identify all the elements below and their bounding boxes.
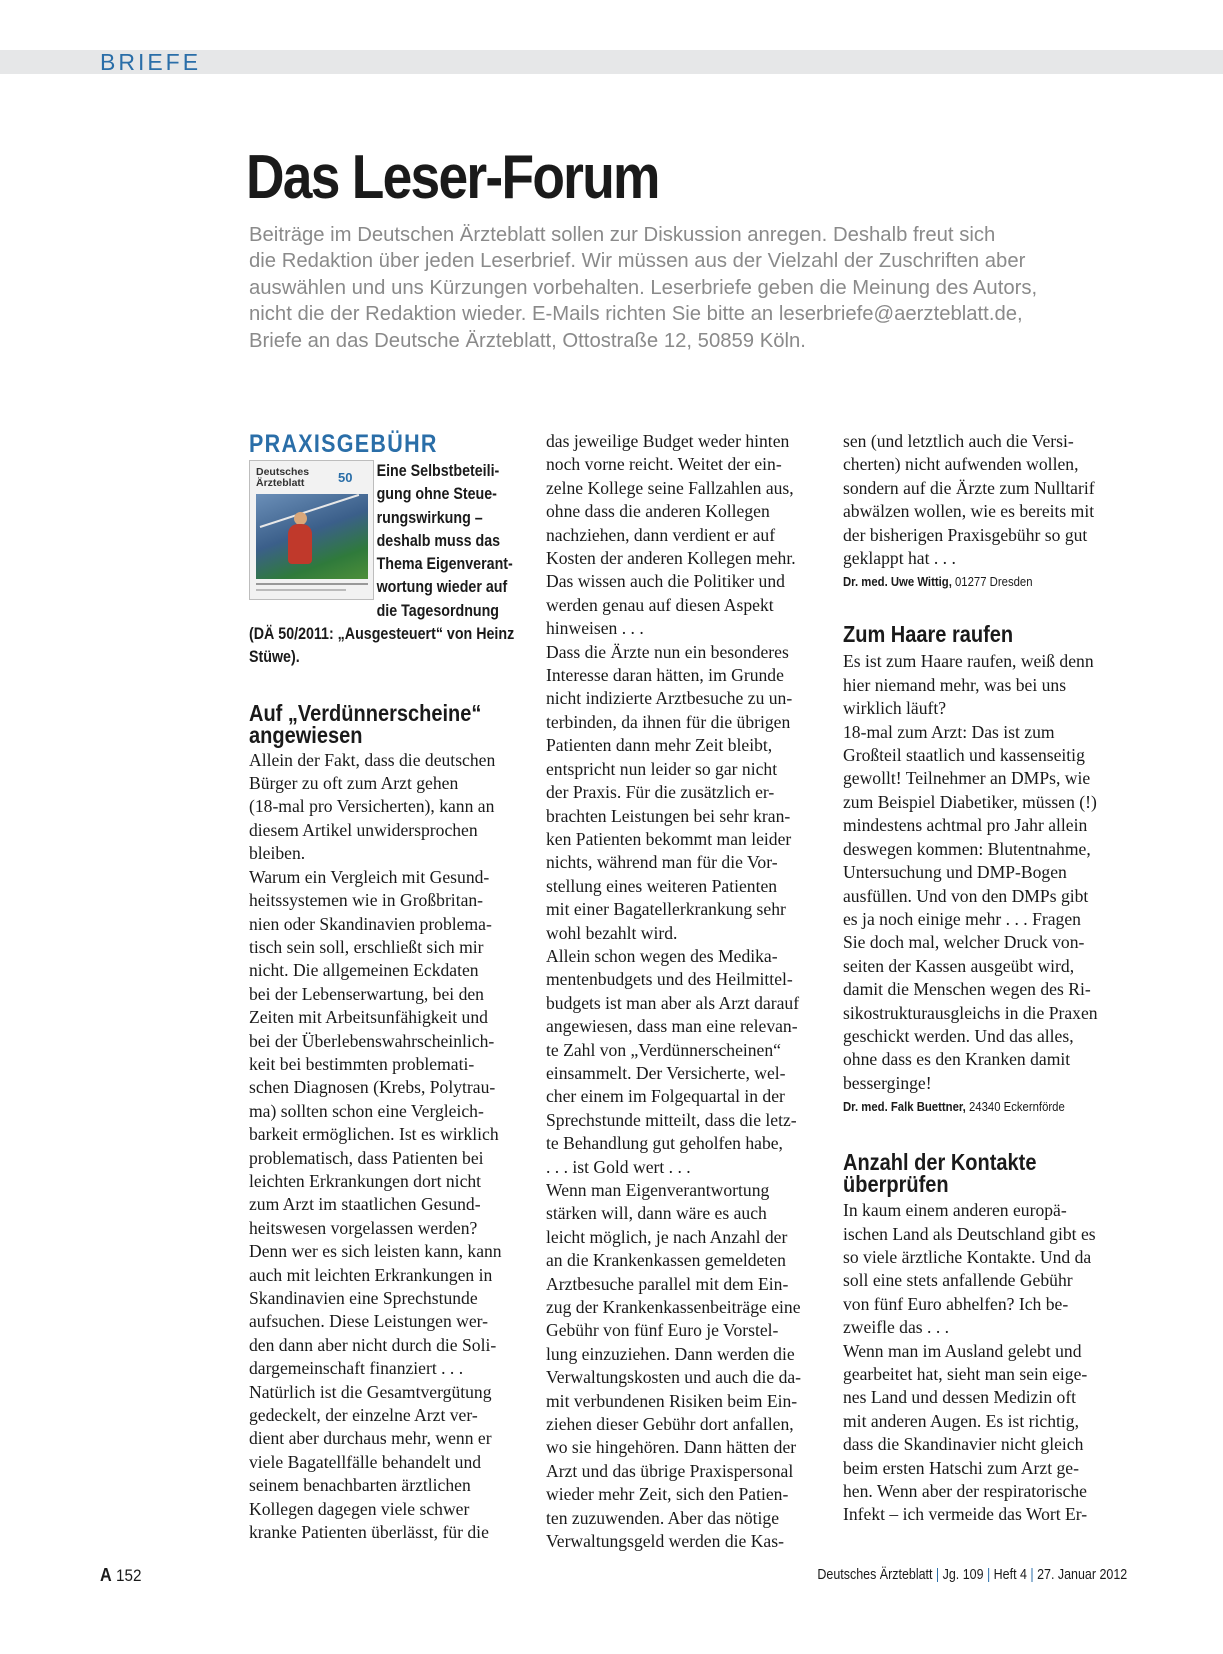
- text-line: abwälzen wollen, wie es bereits mit: [843, 501, 1095, 522]
- text-line: bleiben.: [249, 843, 306, 864]
- text-line: geklappt hat . . .: [843, 548, 956, 569]
- text-line: Wenn man Eigenverantwortung: [546, 1180, 770, 1200]
- text-line: seiten der Kassen ausgeübt wird,: [843, 955, 1075, 976]
- text-line: Stüwe).: [249, 648, 300, 667]
- text-line: (18-mal pro Versicherten), kann an: [249, 796, 495, 817]
- text-line: bei der Überlebenswahrscheinlich-: [249, 1030, 495, 1051]
- text-line: nicht. Die allgemeinen Eckdaten: [249, 960, 479, 981]
- text-line: ten zuzuwenden. Aber das nötige: [546, 1507, 780, 1528]
- page-number: A 152: [100, 1565, 142, 1585]
- text-line: seinem benachbarten ärztlichen: [249, 1475, 471, 1496]
- text-line: zweifle das . . .: [843, 1317, 950, 1338]
- text-line: Sprechstunde mitteilt, dass die letz-: [546, 1109, 797, 1130]
- text-line: wirklich läuft?: [843, 698, 947, 719]
- text-line: beim ersten Hatschi zum Arzt ge-: [843, 1457, 1079, 1478]
- text-line: Denn wer es sich leisten kann, kann: [249, 1241, 502, 1262]
- text-line: deshalb muss das: [376, 531, 501, 550]
- text-line: ma) sollten schon eine Vergleich-: [249, 1100, 484, 1121]
- text-line: problematisch, dass Patienten bei: [249, 1147, 484, 1168]
- text-line: zum Beispiel Diabetiker, müssen (!): [843, 791, 1097, 812]
- text-line: Verwaltungskosten und auch die da-: [546, 1367, 802, 1388]
- text-line: Allein schon wegen des Medika-: [546, 945, 778, 966]
- letter-heading-kontakte: [843, 1149, 1087, 1198]
- text-line: es ja noch einige mehr . . . Fragen: [843, 908, 1081, 929]
- text-line: Infekt – ich vermeide das Wort Er-: [843, 1504, 1088, 1525]
- text-line: die Tagesordnung: [376, 601, 500, 620]
- text-line: Natürlich ist die Gesamtvergütung: [249, 1381, 492, 1402]
- text-line: hen. Wenn aber der respiratorische: [843, 1481, 1087, 1502]
- intro-text: [249, 222, 1129, 354]
- text-line: nichts, während man für die Vor-: [546, 852, 778, 873]
- text-line: Patienten dann mehr Zeit bleibt,: [546, 735, 773, 756]
- text-line: 18-mal zum Arzt: Das ist zum: [843, 721, 1055, 742]
- text-line: rungswirkung –: [376, 508, 483, 527]
- text-line: nicht indizierte Arztbesuche zu un-: [546, 688, 793, 709]
- text-line: leichten Erkrankungen dort nicht: [249, 1170, 482, 1191]
- text-line: In kaum einem anderen europä-: [843, 1200, 1067, 1221]
- text-line: schen Diagnosen (Krebs, Polytrau-: [249, 1077, 496, 1098]
- text-line: dient aber durchaus mehr, wenn er: [249, 1428, 492, 1449]
- text-line: wohl bezahlt wird.: [546, 922, 678, 943]
- text-line: auch mit leichten Erkrankungen in: [249, 1264, 493, 1285]
- text-line: damit die Menschen wegen des Ri-: [843, 979, 1091, 1000]
- letter-author-wittig: Dr. med. Uwe Wittig, 01277 Dresden: [843, 575, 1033, 590]
- text-line: ken Patienten bekommt man leider: [546, 828, 792, 849]
- text-line: sen (und letztlich auch die Versi-: [843, 431, 1074, 451]
- text-line: te Zahl von „Verdünnerscheinen“: [546, 1039, 781, 1060]
- section-label: BRIEFE: [100, 49, 202, 75]
- text-line: Skandinavien eine Sprechstunde: [249, 1288, 478, 1309]
- text-line: (DÄ 50/2011: „Ausgesteuert“ von Heinz: [249, 625, 515, 644]
- text-line: ischen Land als Deutschland gibt es: [843, 1223, 1096, 1244]
- text-line: viele Bagatellfälle behandelt und: [249, 1451, 482, 1472]
- letter-body-verduennerscheine-part2: [546, 430, 826, 1554]
- text-line: der Praxis. Für die zusätzlich er-: [546, 782, 775, 803]
- text-line: zum Arzt im staatlichen Gesund-: [249, 1194, 481, 1215]
- text-line: zug der Krankenkassenbeiträge eine: [546, 1297, 801, 1318]
- text-line: entspricht nun leider so gar nicht: [546, 758, 778, 779]
- text-line: mit einer Bagatellerkrankung sehr: [546, 899, 786, 920]
- text-line: gewollt! Teilnehmer an DMPs, wie: [843, 768, 1091, 789]
- text-line: deswegen kommen: Blutentnahme,: [843, 838, 1091, 859]
- text-line: Arzt und das übrige Praxispersonal: [546, 1460, 794, 1481]
- text-line: Briefe an das Deutsche Ärzteblatt, Ottostraße 12, 50859 Köln.: [249, 329, 806, 352]
- text-line: budgets ist man aber als Arzt darauf: [546, 992, 800, 1013]
- text-line: brachten Leistungen bei sehr kran-: [546, 805, 791, 826]
- text-line: gearbeitet hat, sieht man sein eige-: [843, 1364, 1088, 1384]
- column-2: [546, 430, 826, 1554]
- text-line: zelne Kollege seine Fallzahlen aus,: [546, 477, 794, 498]
- text-line: lung einzuziehen. Dann werden die: [546, 1343, 795, 1364]
- text-line: te Behandlung gut geholfen habe,: [546, 1133, 783, 1154]
- letter-heading-haare-raufen: Zum Haare raufen: [843, 621, 1014, 648]
- text-line: stellung eines weiteren Patienten: [546, 875, 778, 896]
- text-line: aufsuchen. Diese Leistungen wer-: [249, 1311, 489, 1332]
- cover-issue-number: 50: [338, 470, 353, 485]
- text-line: terbinden, da ihnen für die übrigen: [546, 711, 791, 732]
- text-line: ziehen dieser Gebühr dort anfallen,: [546, 1414, 794, 1435]
- text-line: ausfüllen. Und von den DMPs gibt: [843, 885, 1089, 906]
- text-line: so viele ärztliche Kontakte. Und da: [843, 1246, 1092, 1267]
- text-line: soll eine stets anfallende Gebühr: [843, 1270, 1073, 1291]
- text-line: Arztbesuche parallel mit dem Ein-: [546, 1273, 789, 1294]
- text-line: . . . ist Gold wert . . .: [546, 1156, 691, 1177]
- letter-body-verduennerscheine-part1: [249, 749, 529, 1545]
- text-line: der bisherigen Praxisgebühr so gut: [843, 524, 1088, 545]
- text-line: cherten) nicht aufwenden wollen,: [843, 454, 1079, 475]
- text-line: kranke Patienten überlässt, für die: [249, 1522, 489, 1543]
- text-line: besserginge!: [843, 1072, 932, 1093]
- text-line: stärken will, dann wäre es auch: [546, 1203, 767, 1224]
- text-line: diesem Artikel unwidersprochen: [249, 819, 478, 840]
- column-1: [249, 430, 529, 1544]
- footer-citation: Deutsches Ärzteblatt | Jg. 109 | Heft 4 | 27. Januar 2012: [817, 1567, 1127, 1583]
- text-line: Das wissen auch die Politiker und: [546, 571, 785, 592]
- text-line: Anzahl der Kontakte: [843, 1149, 1037, 1176]
- text-line: gedeckelt, der einzelne Arzt ver-: [249, 1405, 478, 1426]
- text-line: leicht möglich, je nach Anzahl der: [546, 1226, 788, 1247]
- text-line: wo sie hingehören. Dann hätten der: [546, 1437, 797, 1458]
- text-line: mit verbundenen Risiken beim Ein-: [546, 1390, 798, 1411]
- text-line: wieder mehr Zeit, sich den Patien-: [546, 1484, 789, 1505]
- text-line: Warum ein Vergleich mit Gesund-: [249, 866, 490, 887]
- text-line: hinweisen . . .: [546, 618, 644, 639]
- text-line: tisch sein soll, erschließt sich mir: [249, 936, 484, 957]
- letter-body-verduennerscheine-part3: [843, 430, 1123, 570]
- text-line: auswählen und uns Kürzungen vorbehalten. Leserbriefe geben die Meinung des Autors,: [249, 276, 1038, 299]
- text-line: Bürger zu oft zum Arzt gehen: [249, 773, 459, 794]
- text-line: ohne dass die anderen Kollegen: [546, 501, 770, 522]
- text-line: angewiesen, dass man eine relevan-: [546, 1016, 798, 1037]
- topic-heading: PRAXISGEBÜHR: [249, 430, 438, 458]
- text-line: hier niemand mehr, was bei uns: [843, 674, 1067, 695]
- text-line: mentenbudgets und des Heilmittel-: [546, 969, 793, 990]
- cover-brand: Deutsches Ärzteblatt: [256, 466, 310, 489]
- teaser-block: [249, 460, 529, 670]
- text-line: bei der Lebenserwartung, bei den: [249, 983, 484, 1004]
- text-line: noch vorne reicht. Weitet der ein-: [546, 454, 782, 475]
- text-line: den dann aber nicht durch die Soli-: [249, 1334, 497, 1355]
- letter-heading-verduennerscheine: [249, 699, 493, 748]
- text-line: die Redaktion über jeden Leserbrief. Wir müssen aus der Vielzahl der Zuschriften aber: [249, 250, 1026, 273]
- text-line: barkeit ermöglichen. Ist es wirklich: [249, 1124, 499, 1145]
- text-line: Es ist zum Haare raufen, weiß denn: [843, 651, 1094, 672]
- letter-body-kontakte: [843, 1199, 1123, 1527]
- text-line: nachziehen, dann verdient er auf: [546, 524, 776, 545]
- text-line: Verwaltungsgeld werden die Kas-: [546, 1531, 784, 1552]
- text-line: Sie doch mal, welcher Druck von-: [843, 932, 1085, 953]
- text-line: einsammelt. Der Versicherte, wel-: [546, 1062, 786, 1083]
- text-line: Kosten der anderen Kollegen mehr.: [546, 548, 796, 569]
- text-line: das jeweilige Budget weder hinten: [546, 431, 790, 451]
- text-line: von fünf Euro abhelfen? Ich be-: [843, 1293, 1069, 1314]
- text-line: angewiesen: [249, 721, 363, 748]
- text-line: dass die Skandinavier nicht gleich: [843, 1434, 1084, 1455]
- page-title: Das Leser-Forum: [246, 143, 659, 212]
- text-line: mit anderen Augen. Es ist richtig,: [843, 1410, 1080, 1431]
- teaser-text: [249, 460, 515, 670]
- text-line: Wenn man im Ausland gelebt und: [843, 1340, 1082, 1361]
- text-line: ohne dass es den Kranken damit: [843, 1049, 1071, 1070]
- text-line: nes Land und dessen Medizin oft: [843, 1387, 1077, 1408]
- text-line: werden genau auf diesen Aspekt: [546, 594, 774, 615]
- text-line: Thema Eigenverant-: [376, 555, 513, 574]
- text-line: sikostrukturausgleichs in die Praxen: [843, 1002, 1098, 1023]
- text-line: gung ohne Steue-: [376, 485, 497, 504]
- letter-body-haare-raufen: [843, 650, 1123, 1095]
- column-3: [843, 430, 1123, 1527]
- text-line: nien oder Skandinavien problema-: [249, 913, 492, 934]
- text-line: heitssystemen wie in Großbritan-: [249, 890, 484, 911]
- text-line: Gebühr von fünf Euro je Vorstel-: [546, 1320, 779, 1341]
- text-line: Eine Selbstbeteili-: [376, 462, 500, 480]
- text-line: wortung wieder auf: [376, 578, 508, 597]
- text-line: überprüfen: [843, 1171, 949, 1198]
- text-line: an die Krankenkassen gemeldeten: [546, 1250, 786, 1271]
- text-line: Großteil staatlich und kassenseitig: [843, 745, 1085, 766]
- text-line: nicht die der Redaktion wieder. E-Mails richten Sie bitte an leserbriefe@aerzteblatt.de,: [249, 303, 1023, 326]
- text-line: Dass die Ärzte nun ein besonderes: [546, 641, 789, 662]
- text-line: keit bei bestimmten problemati-: [249, 1053, 475, 1074]
- text-line: mindestens achtmal pro Jahr allein: [843, 815, 1088, 836]
- text-line: Allein der Fakt, dass die deutschen: [249, 749, 496, 770]
- text-line: Beiträge im Deutschen Ärzteblatt sollen zur Diskussion anregen. Deshalb freut sich: [249, 224, 996, 246]
- letter-author-buettner: Dr. med. Falk Buettner, 24340 Eckernförde: [843, 1100, 1065, 1115]
- text-line: heitswesen vorgelassen werden?: [249, 1217, 478, 1238]
- text-line: Untersuchung und DMP-Bogen: [843, 862, 1067, 883]
- text-line: cher einem im Folgequartal in der: [546, 1086, 785, 1107]
- text-line: Auf „Verdünnerscheine“: [249, 699, 482, 726]
- text-line: Kollegen dagegen viele schwer: [249, 1498, 470, 1519]
- text-line: geschickt werden. Und das alles,: [843, 1025, 1074, 1046]
- text-line: Interesse daran hätten, im Grunde: [546, 665, 784, 686]
- text-line: Zeiten mit Arbeitsunfähigkeit und: [249, 1007, 488, 1028]
- text-line: sondern auf die Ärzte zum Nulltarif: [843, 477, 1095, 498]
- text-line: dargemeinschaft finanziert . . .: [249, 1358, 464, 1379]
